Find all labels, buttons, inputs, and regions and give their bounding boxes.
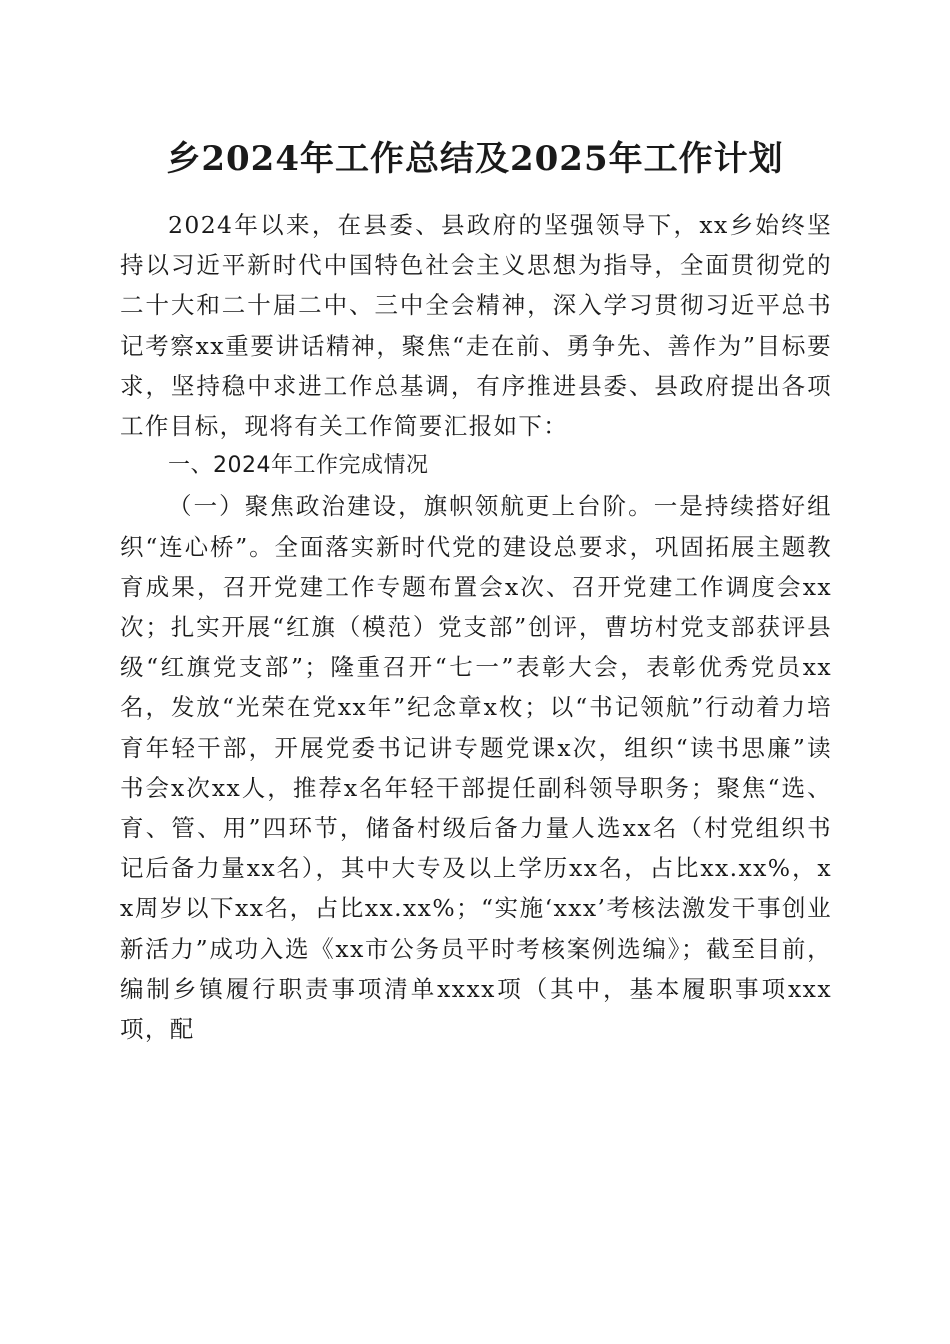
intro-paragraph: 2024年以来，在县委、县政府的坚强领导下，xx乡始终坚持以习近平新时代中国特色社会主义思想为指导，全面贯彻党的二十大和二十届二中、三中全会精神，深入学习贯彻习近平总书记考察xx重要讲话精神，聚焦“走在前、勇争先、善作为”目标要求，坚持稳中求进工作总基调，有序推进县委、县政府提出各项工作目标，现将有关工作简要汇报如下： xyxy=(120,211,832,441)
document-body xyxy=(120,205,832,1049)
subsection-paragraph xyxy=(120,486,832,1049)
document-title: 乡2024年工作总结及2025年工作计划 xyxy=(166,139,784,179)
section-heading: 一、2024年工作完成情况 xyxy=(168,453,429,479)
subsection-title: （一）聚焦政治建设，旗帜领航更上台阶。 xyxy=(168,492,654,521)
subsection-body: 一是持续搭好组织“连心桥”。全面落实新时代党的建设总要求，巩固拓展主题教育成果，召开党建工作专题布置会x次、召开党建工作调度会xx次；扎实开展“红旗（模范）党支部”创评，曹坊村党支部获评县级“红旗党支部”；隆重召开“七一”表彰大会，表彰优秀党员xx名，发放“光荣在党xx年”纪念章x枚；以“书记领航”行动着力培育年轻干部，开展党委书记讲专题党课x次，组织“读书思廉”读书会x次xx人，推荐x名年轻干部提任副科领导职务；聚焦“选、育、管、用”四环节，储备村级后备力量人选xx名（村党组织书记后备力量xx名），其中大专及以上学历xx名，占比xx.xx%，xx周岁以下xx名，占比xx.xx%；“实施‘xxx’考核法激发干事创业新活力”成功入选《xx市公务员平时考核案例选编》；截至目前，编制乡镇履行职责事项清单xxxx项（其中，基本履职事项xxx项，配 xyxy=(120,492,832,1044)
